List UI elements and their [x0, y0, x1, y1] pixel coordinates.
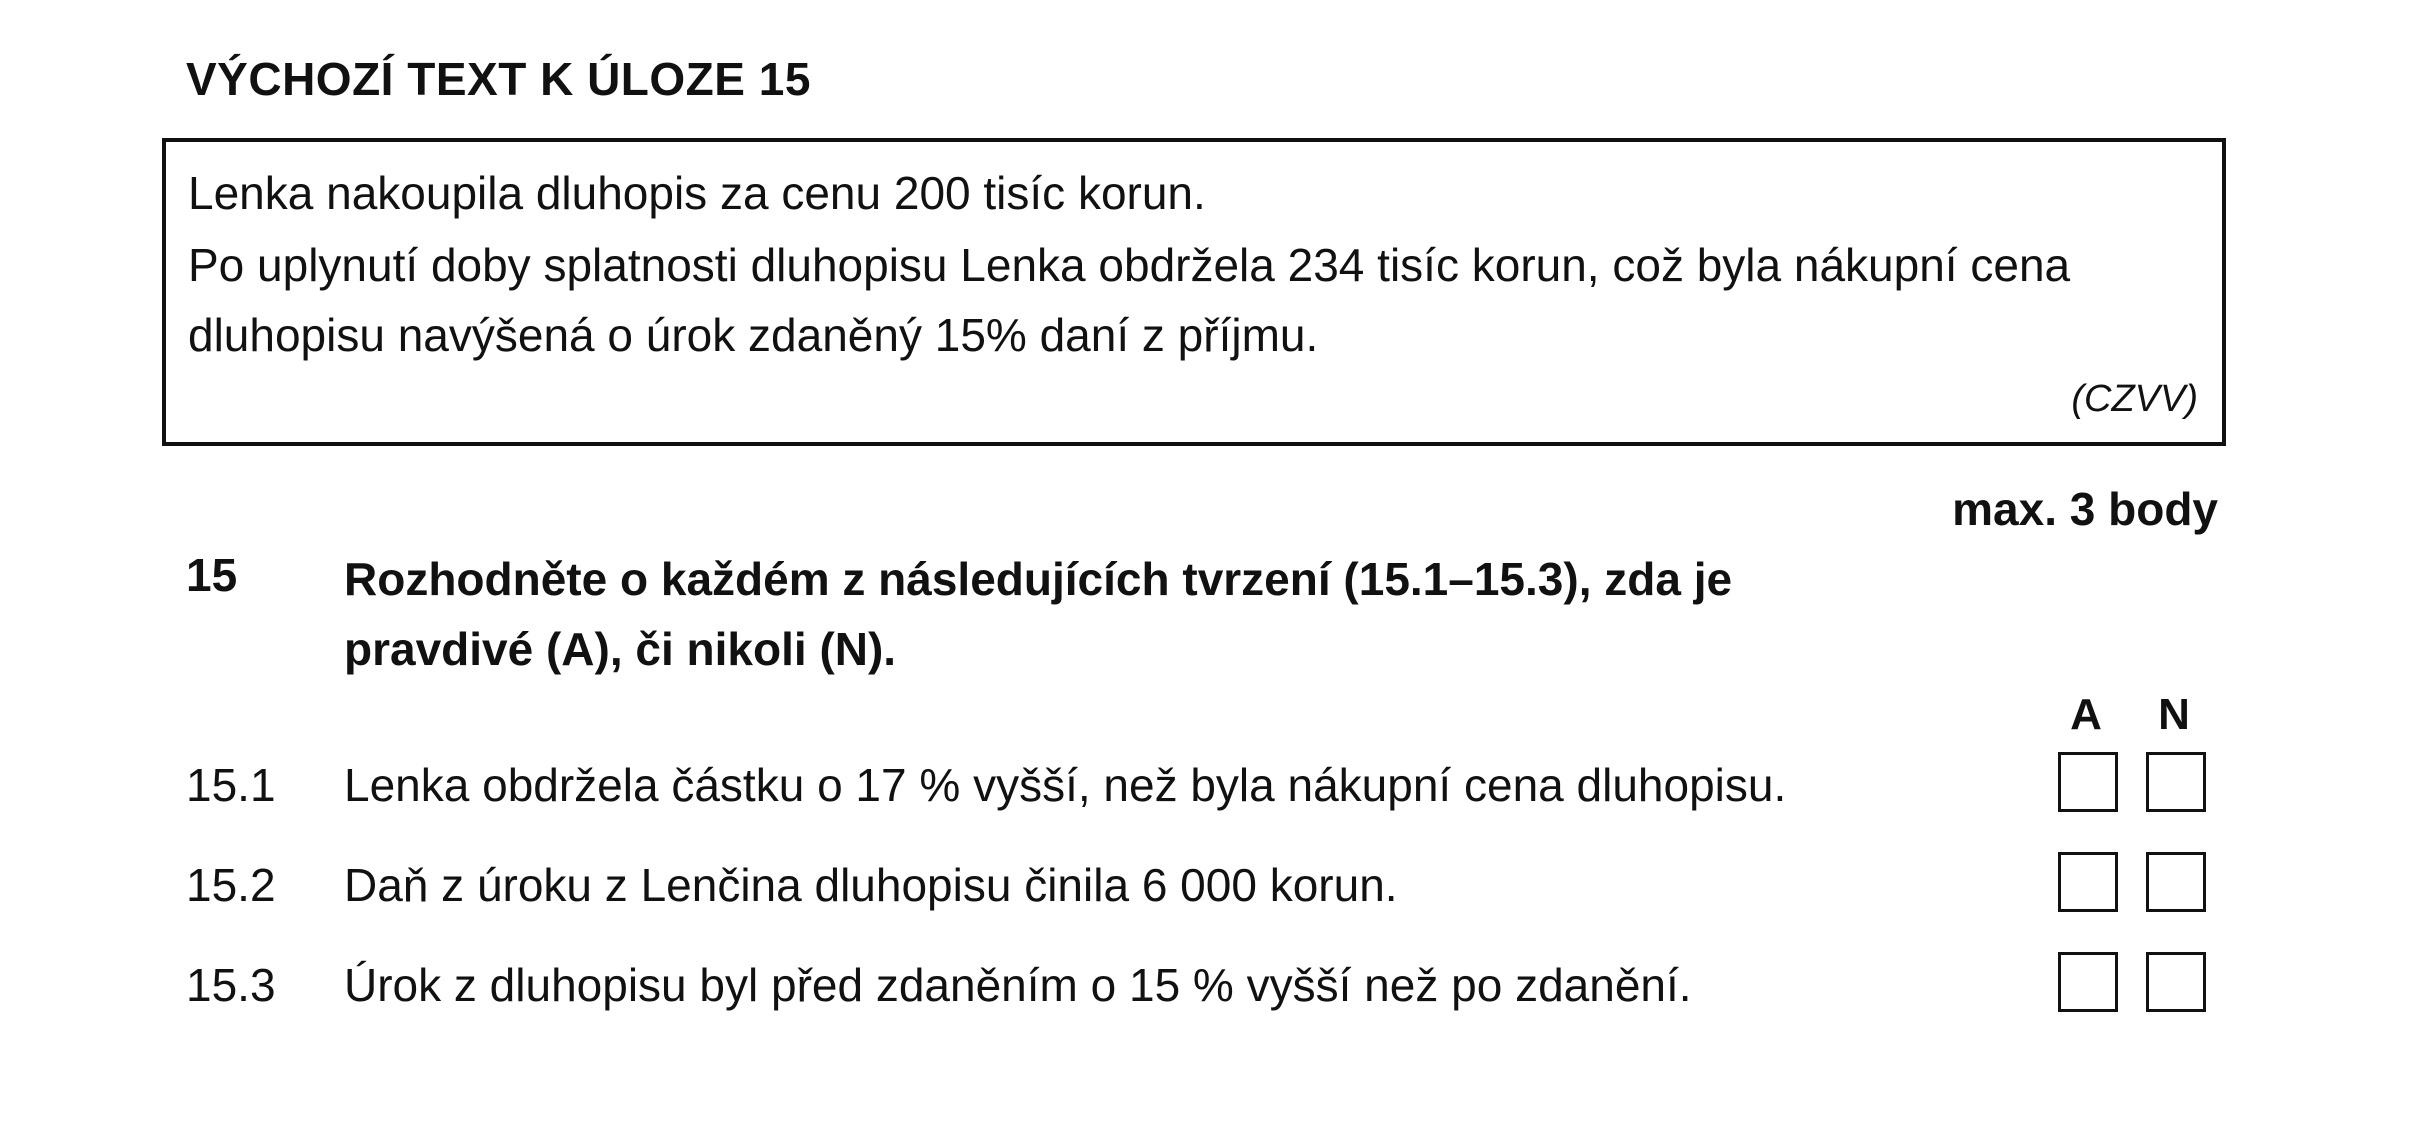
item-text-15-1: Lenka obdržela částku o 17 % vyšší, než byla nákupní cena dluhopisu.	[344, 759, 1787, 811]
source-text-line-1: Lenka nakoupila dluhopis za cenu 200 tisíc korun.	[188, 167, 1206, 219]
checkbox-15-1-n[interactable]	[2146, 752, 2206, 812]
question-instruction-line-1: Rozhodněte o každém z následujících tvrzení (15.1–15.3), zda je	[344, 553, 1733, 605]
item-number-15-1: 15.1	[186, 759, 276, 811]
item-number-15-2: 15.2	[186, 859, 276, 911]
question-instruction	[344, 544, 1944, 684]
question-instruction-line-2: pravdivé (A), či nikoli (N).	[344, 623, 897, 675]
question-number: 15	[186, 549, 238, 601]
max-points-label: max. 3 body	[1952, 483, 2218, 535]
checkbox-15-2-n[interactable]	[2146, 852, 2206, 912]
checkbox-15-1-a[interactable]	[2058, 752, 2118, 812]
column-header-a: A	[2070, 690, 2102, 739]
checkbox-15-2-a[interactable]	[2058, 852, 2118, 912]
item-number-15-3: 15.3	[186, 959, 276, 1011]
checkbox-15-3-a[interactable]	[2058, 952, 2118, 1012]
item-text-15-3: Úrok z dluhopisu byl před zdaněním o 15 % vyšší než po zdanění.	[344, 959, 1692, 1011]
source-text-line-2: Po uplynutí doby splatnosti dluhopisu Lenka obdržela 234 tisíc korun, což byla nákupní cena	[188, 239, 2071, 291]
column-header-n: N	[2158, 690, 2190, 739]
section-heading: VÝCHOZÍ TEXT K ÚLOZE 15	[186, 53, 811, 105]
source-attribution: (CZVV)	[2071, 378, 2198, 420]
item-text-15-2: Daň z úroku z Lenčina dluhopisu činila 6 000 korun.	[344, 859, 1398, 911]
source-text-line-3: dluhopisu navýšená o úrok zdaněný 15% daní z příjmu.	[188, 309, 1319, 361]
source-text-box	[162, 138, 2226, 446]
checkbox-15-3-n[interactable]	[2146, 952, 2206, 1012]
